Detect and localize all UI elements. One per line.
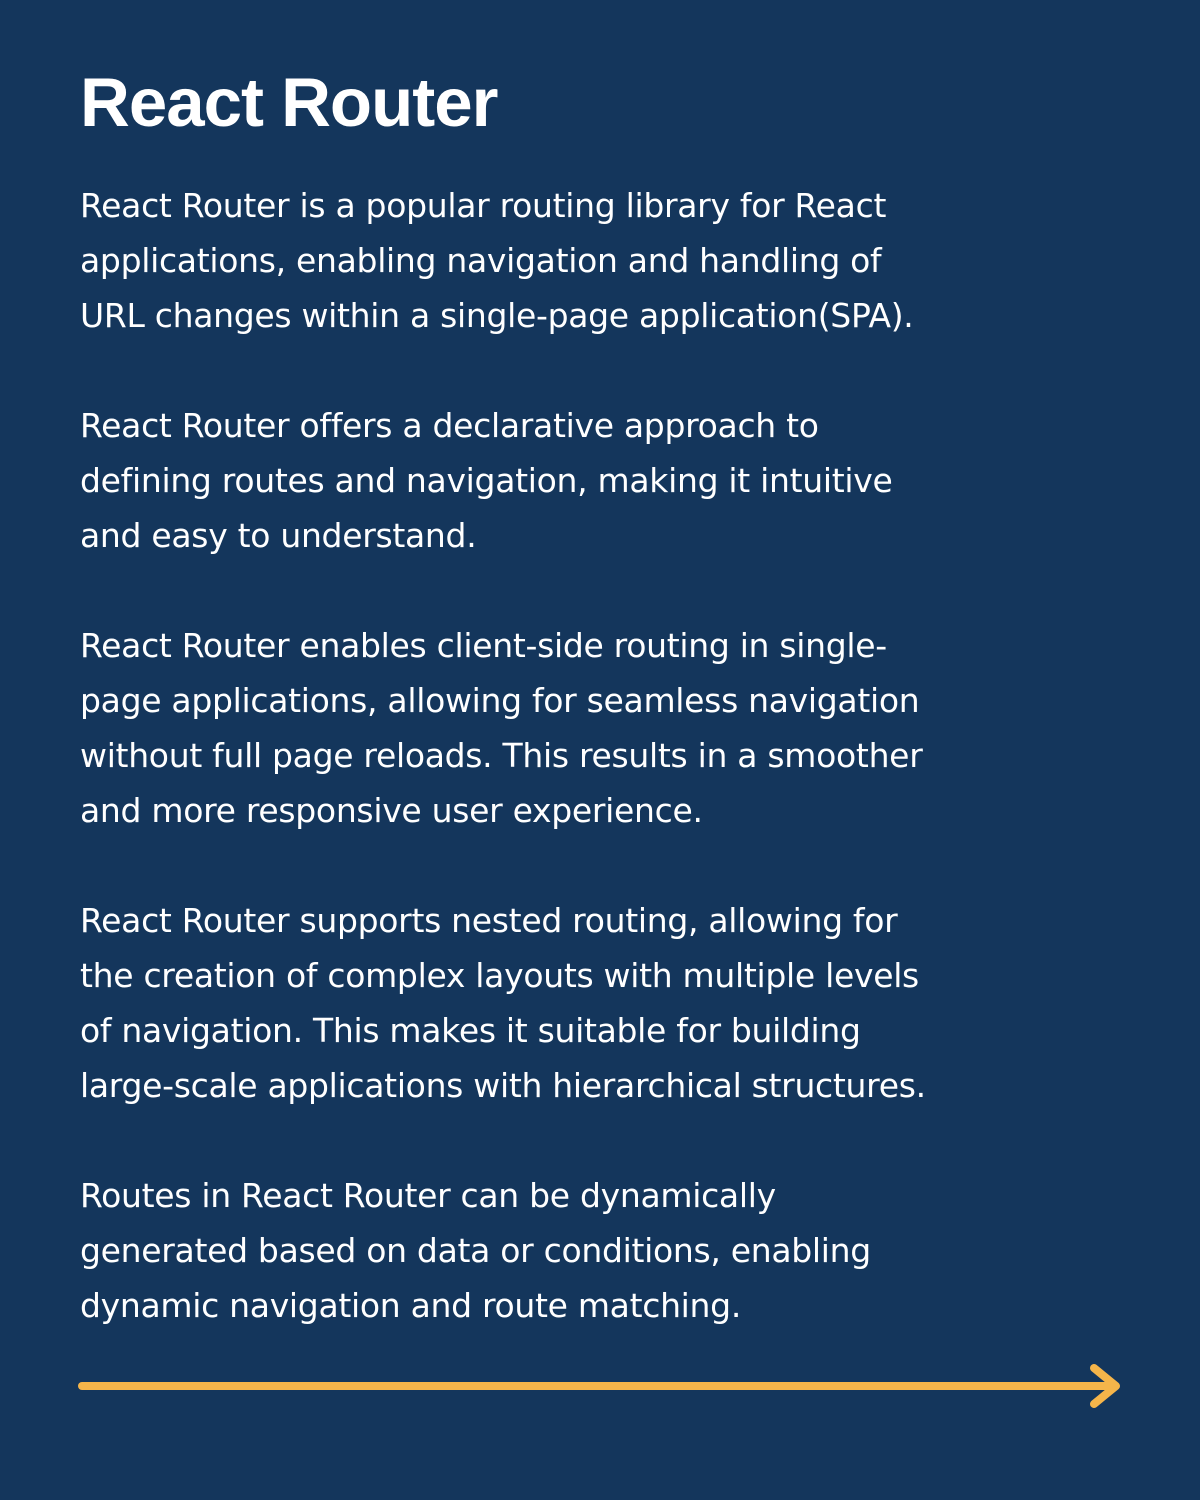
text-line: Routes in React Router can be dynamically [80,1176,776,1215]
body-text [80,178,1120,1388]
page-title: React Router [80,64,498,141]
next-arrow-button[interactable] [78,1364,1126,1408]
text-line: React Router offers a declarative approach to [80,406,819,445]
text-line: generated based on data or conditions, enabling [80,1231,871,1270]
paragraph [80,398,1120,563]
paragraph [80,618,1120,838]
text-line: React Router supports nested routing, allowing for [80,901,898,940]
text-line: without full page reloads. This results in a smoother [80,736,923,775]
paragraph [80,893,1120,1113]
text-line: React Router is a popular routing library for React [80,186,887,225]
text-line: of navigation. This makes it suitable for building [80,1011,861,1050]
text-line: URL changes within a single-page application(SPA). [80,296,914,335]
text-line: page applications, allowing for seamless navigation [80,681,920,720]
text-line: large-scale applications with hierarchical structures. [80,1066,926,1105]
text-line: and easy to understand. [80,516,477,555]
paragraph [80,1168,1120,1333]
text-line: React Router enables client-side routing in single- [80,626,887,665]
text-line: the creation of complex layouts with multiple levels [80,956,919,995]
text-line: and more responsive user experience. [80,791,703,830]
paragraph [80,178,1120,343]
arrow-right-icon [78,1364,1126,1408]
text-line: applications, enabling navigation and handling of [80,241,882,280]
text-line: dynamic navigation and route matching. [80,1286,742,1325]
text-line: defining routes and navigation, making it intuitive [80,461,893,500]
